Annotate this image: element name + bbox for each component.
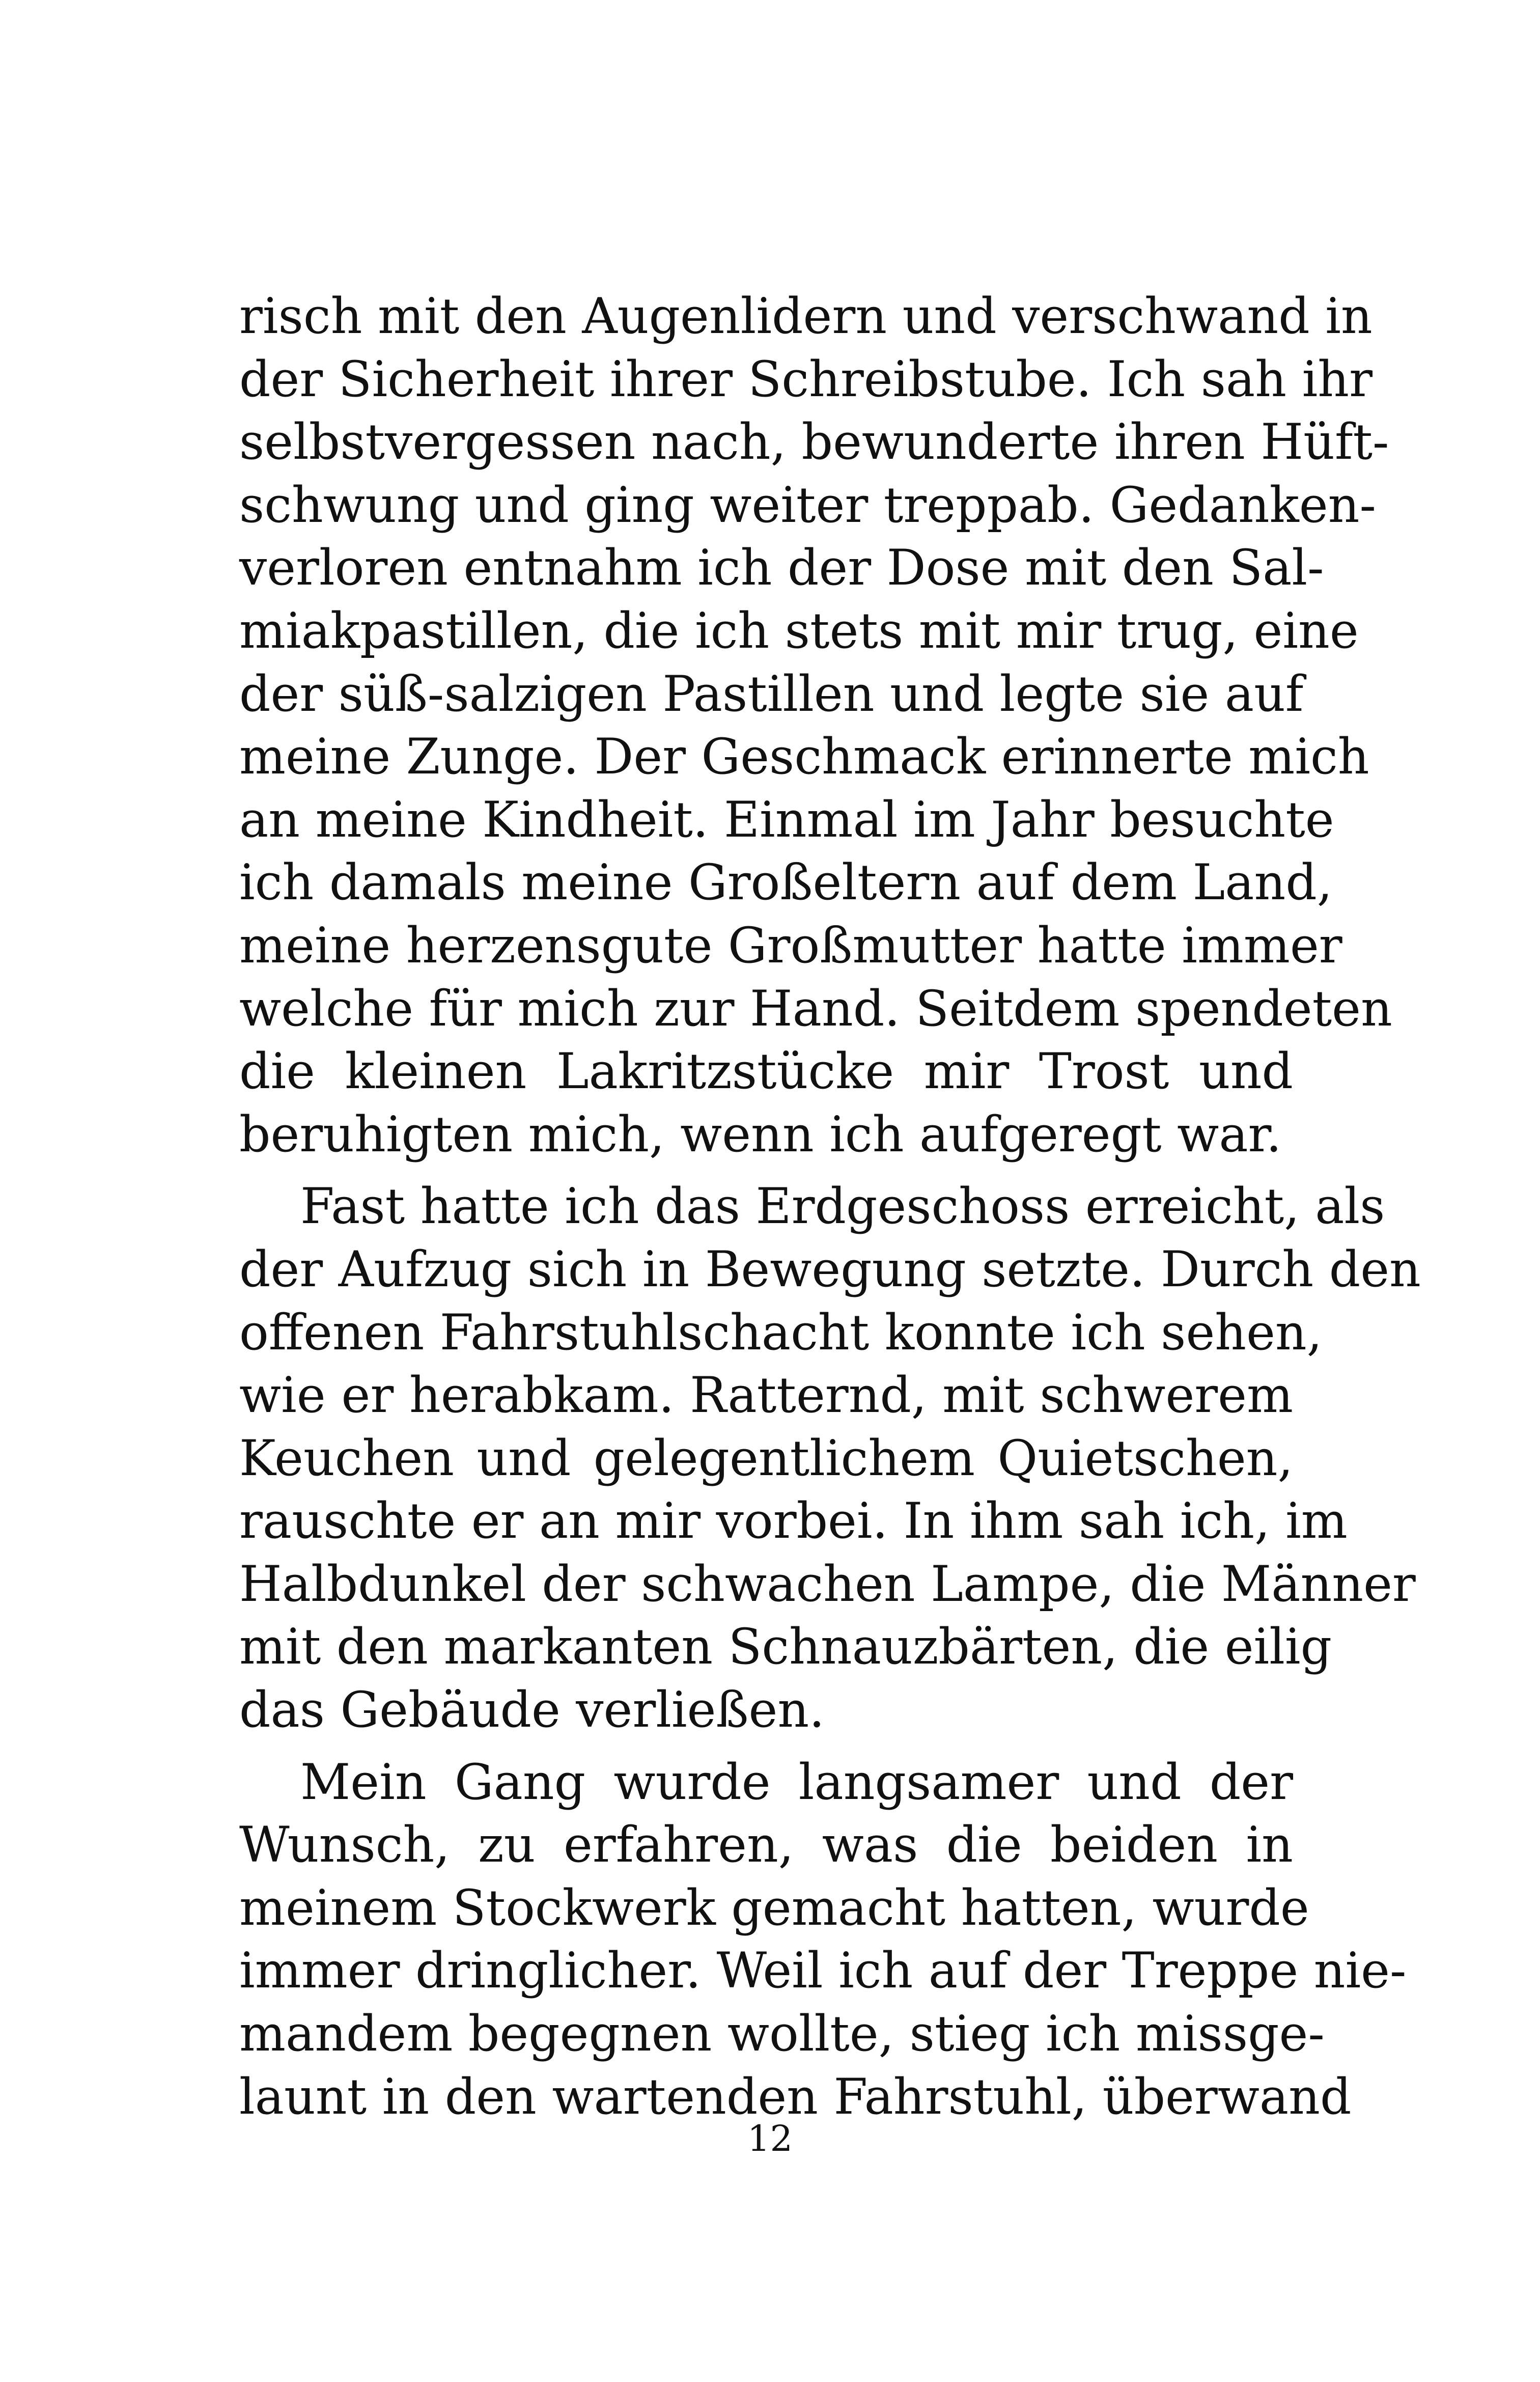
text-line: ich damals meine Großeltern auf dem Land, <box>239 854 1333 911</box>
text-line: mit den markanten Schnauzbärten, die eilig <box>239 1618 1332 1676</box>
text-line: meinem Stockwerk gemacht hatten, wurde <box>239 1879 1309 1936</box>
text-line: meine herzensgute Großmutter hatte immer <box>239 917 1342 974</box>
text-line: Fast hatte ich das Erdgeschoss erreicht, als <box>300 1178 1385 1235</box>
text-line: Wunsch, zu erfahren, was die beiden in <box>239 1816 1293 1874</box>
paragraph-spacing <box>239 1742 1293 1751</box>
text-line: das Gebäude verließen. <box>239 1681 825 1739</box>
text-line: selbstvergessen nach, bewunderte ihren Hüft- <box>239 413 1389 471</box>
text-line: der Sicherheit ihrer Schreibstube. Ich sah ihr <box>239 350 1373 408</box>
text-line: welche für mich zur Hand. Seitdem spendeten <box>239 980 1392 1037</box>
text-line: wie er herabkam. Ratternd, mit schwerem <box>239 1367 1293 1424</box>
text-line: launt in den wartenden Fahrstuhl, überwand <box>239 2068 1352 2125</box>
text-line: meine Zunge. Der Geschmack erinnerte mich <box>239 728 1369 786</box>
text-line: Mein Gang wurde langsamer und der <box>300 1753 1293 1811</box>
text-line: Keuchen und gelegentlichem Quietschen, <box>239 1429 1293 1487</box>
text-line: miakpastillen, die ich stets mit mir trug, eine <box>239 602 1359 659</box>
text-line: beruhigten mich, wenn ich aufgeregt war. <box>239 1105 1282 1163</box>
text-line: der Aufzug sich in Bewegung setzte. Durch den <box>239 1240 1421 1298</box>
text-line: risch mit den Augenlidern und verschwand in <box>239 288 1373 345</box>
paragraph-2 <box>239 1175 1421 1741</box>
text-line: die kleinen Lakritzstücke mir Trost und <box>239 1043 1293 1100</box>
page-number: 12 <box>747 2118 793 2159</box>
text-line: rauschte er an mir vorbei. In ihm sah ich, im <box>239 1492 1348 1550</box>
body-text <box>239 285 1421 2128</box>
text-line: verloren entnahm ich der Dose mit den Sal- <box>239 539 1324 597</box>
paragraph-3 <box>239 1751 1407 2129</box>
text-line: Halbdunkel der schwachen Lampe, die Männer <box>239 1555 1416 1613</box>
text-line: mandem begegnen wollte, stieg ich missge- <box>239 2005 1325 2063</box>
paragraph-spacing <box>239 1166 1293 1175</box>
text-line: immer dringlicher. Weil ich auf der Treppe nie- <box>239 1942 1407 2000</box>
text-line: der süß-salzigen Pastillen und legte sie auf <box>239 665 1304 723</box>
text-line: an meine Kindheit. Einmal im Jahr besuchte <box>239 791 1334 848</box>
text-line: schwung und ging weiter treppab. Gedanken- <box>239 476 1376 534</box>
text-line: offenen Fahrstuhlschacht konnte ich sehen, <box>239 1304 1323 1361</box>
paragraph-1 <box>239 285 1392 1166</box>
